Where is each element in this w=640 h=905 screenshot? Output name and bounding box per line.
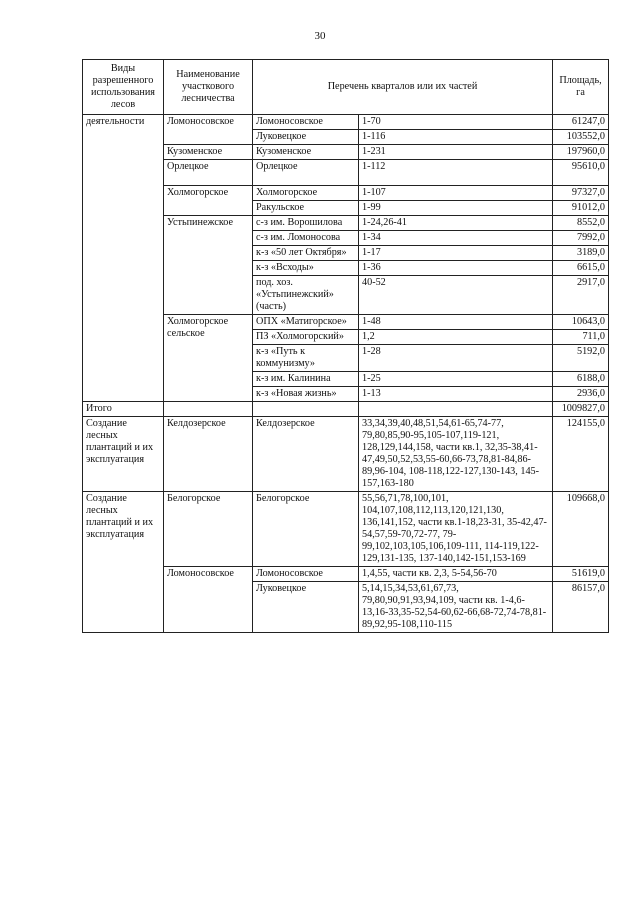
sub-district-cell: Белогорское: [253, 492, 359, 567]
header-district: Наименование участкового лесничества: [164, 60, 253, 115]
sub-district-cell: ПЗ «Холмогорский»: [253, 330, 359, 345]
sub-district-cell: Келдозерское: [253, 417, 359, 492]
total-label: Итого: [83, 402, 164, 417]
district-cell: Келдозерское: [164, 417, 253, 492]
sub-district-cell: Ломоносовское: [253, 567, 359, 582]
quarters-cell: 1-112: [359, 160, 553, 186]
sub-district-cell: с-з им. Ломоносова: [253, 231, 359, 246]
district-cell: Кузоменское: [164, 145, 253, 160]
quarters-cell: 1-28: [359, 345, 553, 372]
table-row: [83, 492, 609, 567]
sub-district-cell: с-з им. Ворошилова: [253, 216, 359, 231]
district-cell: Ломоносовское: [164, 567, 253, 633]
district-cell: Холмогорское: [164, 186, 253, 216]
area-cell: 95610,0: [553, 160, 609, 186]
empty-cell: [253, 402, 359, 417]
area-cell: 109668,0: [553, 492, 609, 567]
area-cell: 91012,0: [553, 201, 609, 216]
sub-district-cell: к-з «Всходы»: [253, 261, 359, 276]
district-cell: Ломоносовское: [164, 115, 253, 145]
quarters-cell: 1,4,55, части кв. 2,3, 5-54,56-70: [359, 567, 553, 582]
quarters-cell: 1-36: [359, 261, 553, 276]
area-cell: 124155,0: [553, 417, 609, 492]
sub-district-cell: Кузоменское: [253, 145, 359, 160]
quarters-cell: 1-116: [359, 130, 553, 145]
area-cell: 6615,0: [553, 261, 609, 276]
district-cell: Орлецкое: [164, 160, 253, 186]
sub-district-cell: Ракульское: [253, 201, 359, 216]
quarters-cell: 40-52: [359, 276, 553, 315]
sub-district-cell: к-з им. Калинина: [253, 372, 359, 387]
quarters-cell: 1-107: [359, 186, 553, 201]
sub-district-cell: Орлецкое: [253, 160, 359, 186]
area-cell: 61247,0: [553, 115, 609, 130]
sub-district-cell: к-з «50 лет Октября»: [253, 246, 359, 261]
area-cell: 2917,0: [553, 276, 609, 315]
sub-district-cell: ОПХ «Матигорское»: [253, 315, 359, 330]
header-area: Площадь, га: [553, 60, 609, 115]
sub-district-cell: под. хоз. «Устьпинежский» (часть): [253, 276, 359, 315]
area-cell: 3189,0: [553, 246, 609, 261]
quarters-cell: 1-34: [359, 231, 553, 246]
area-cell: 2936,0: [553, 387, 609, 402]
area-cell: 97327,0: [553, 186, 609, 201]
quarters-cell: 1-231: [359, 145, 553, 160]
area-cell: 51619,0: [553, 567, 609, 582]
page-number: 30: [314, 30, 326, 42]
quarters-cell: 55,56,71,78,100,101, 104,107,108,112,113,120,121,130, 136,141,152, части кв.1-18,23-31, 35-42,47-54,57,59-70,72-77, 79-99,102,103,105,106,109-111, 114-119,122-129,131-135, 137-140,142-151,153-169: [359, 492, 553, 567]
district-cell: Устьпинежское: [164, 216, 253, 315]
sub-district-cell: Холмогорское: [253, 186, 359, 201]
quarters-cell: 5,14,15,34,53,61,67,73, 79,80,90,91,93,94,109, части кв. 1-4,6-13,16-33,35-52,54-60,62-66,68-72,74-78,81-89,92,95-108,110-115: [359, 582, 553, 633]
forest-use-table: [82, 59, 609, 633]
district-cell: Белогорское: [164, 492, 253, 567]
header-quarters: Перечень кварталов или их частей: [253, 60, 553, 115]
area-cell: 103552,0: [553, 130, 609, 145]
area-cell: 197960,0: [553, 145, 609, 160]
type-cell: Создание лесных плантаций и их эксплуатация: [83, 417, 164, 492]
area-cell: 7992,0: [553, 231, 609, 246]
empty-cell: [359, 402, 553, 417]
area-cell: 711,0: [553, 330, 609, 345]
quarters-cell: 1-48: [359, 315, 553, 330]
area-cell: 8552,0: [553, 216, 609, 231]
quarters-cell: 1-25: [359, 372, 553, 387]
header-type: Виды разрешенного использования лесов: [83, 60, 164, 115]
quarters-cell: 1-99: [359, 201, 553, 216]
sub-district-cell: к-з «Новая жизнь»: [253, 387, 359, 402]
type-cell: Создание лесных плантаций и их эксплуатация: [83, 492, 164, 633]
sub-district-cell: к-з «Путь к коммунизму»: [253, 345, 359, 372]
sub-district-cell: Луковецкое: [253, 582, 359, 633]
table-header-row: [83, 60, 609, 115]
quarters-cell: 1-13: [359, 387, 553, 402]
total-row: [83, 402, 609, 417]
table-row: [83, 417, 609, 492]
sub-district-cell: Ломоносовское: [253, 115, 359, 130]
area-cell: 86157,0: [553, 582, 609, 633]
area-cell: 10643,0: [553, 315, 609, 330]
quarters-cell: 33,34,39,40,48,51,54,61-65,74-77, 79,80,85,90-95,105-107,119-121, 128,129,144,158, части кв.1, 32,35-38,41-47,49,50,52,53,55-60,66-73,78,81-84,86-89,96-104, 108-118,122-127,130-143, 145-157,163-180: [359, 417, 553, 492]
empty-cell: [164, 402, 253, 417]
quarters-cell: 1-70: [359, 115, 553, 130]
area-cell: 6188,0: [553, 372, 609, 387]
type-cell: деятельности: [83, 115, 164, 402]
quarters-cell: 1-24,26-41: [359, 216, 553, 231]
district-cell: Холмогорское сельское: [164, 315, 253, 402]
total-area: 1009827,0: [553, 402, 609, 417]
sub-district-cell: Луковецкое: [253, 130, 359, 145]
quarters-cell: 1-17: [359, 246, 553, 261]
table-row: [83, 115, 609, 130]
quarters-cell: 1,2: [359, 330, 553, 345]
area-cell: 5192,0: [553, 345, 609, 372]
